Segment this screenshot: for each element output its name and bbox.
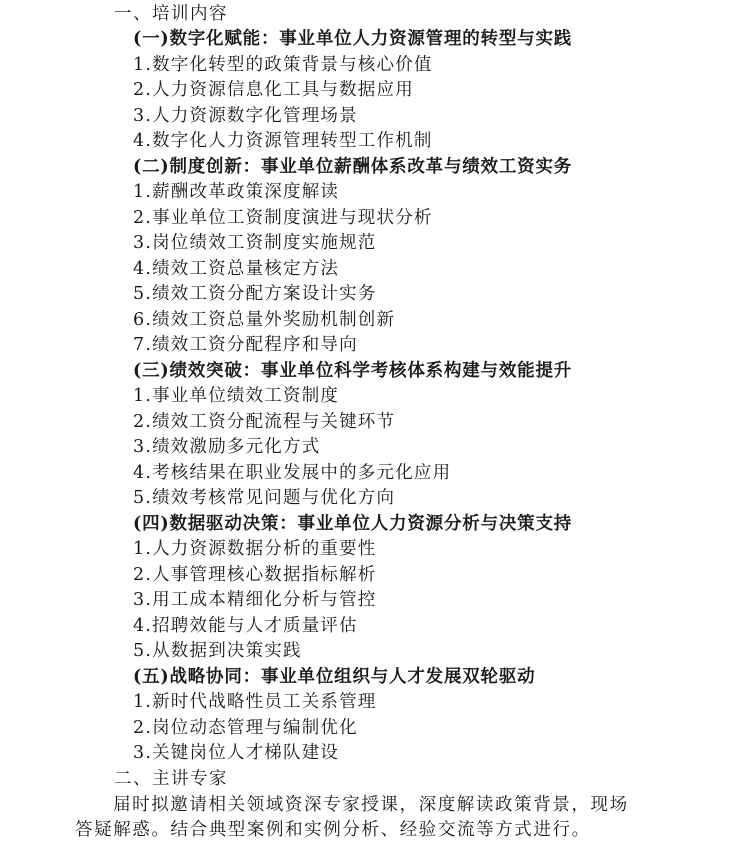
- subsection-heading-5: (五)战略协同：事业单位组织与人才发展双轮驱动: [133, 667, 536, 687]
- paragraph-line-1: 届时拟邀请相关领域资深专家授课，深度解读政策背景，现场: [113, 795, 629, 815]
- list-item: 6.绩效工资总量外奖励机制创新: [133, 310, 396, 330]
- list-item: 4.考核结果在职业发展中的多元化应用: [133, 463, 452, 483]
- list-item: 4.绩效工资总量核定方法: [133, 259, 340, 279]
- list-item: 3.用工成本精细化分析与管控: [133, 590, 377, 610]
- list-item: 3.绩效激励多元化方式: [133, 437, 321, 457]
- paragraph-line-2: 答疑解惑。结合典型案例和实例分析、经验交流等方式进行。: [75, 820, 591, 840]
- list-item: 5.绩效考核常见问题与优化方向: [133, 488, 396, 508]
- list-item: 1.事业单位绩效工资制度: [133, 386, 340, 406]
- list-item: 1.数字化转型的政策背景与核心价值: [133, 55, 433, 75]
- list-item: 5.从数据到决策实践: [133, 641, 302, 661]
- list-item: 5.绩效工资分配方案设计实务: [133, 284, 377, 304]
- list-item: 3.岗位绩效工资制度实施规范: [133, 233, 377, 253]
- subsection-heading-2: (二)制度创新：事业单位薪酬体系改革与绩效工资实务: [133, 157, 573, 177]
- subsection-heading-1: (一)数字化赋能：事业单位人力资源管理的转型与实践: [133, 29, 573, 49]
- list-item: 3.关键岗位人才梯队建设: [133, 743, 340, 763]
- list-item: 1.新时代战略性员工关系管理: [133, 692, 377, 712]
- list-item: 2.人事管理核心数据指标解析: [133, 565, 377, 585]
- list-item: 4.招聘效能与人才质量评估: [133, 616, 358, 636]
- list-item: 2.人力资源信息化工具与数据应用: [133, 80, 414, 100]
- list-item: 2.岗位动态管理与编制优化: [133, 718, 358, 738]
- list-item: 2.事业单位工资制度演进与现状分析: [133, 208, 433, 228]
- list-item: 4.数字化人力资源管理转型工作机制: [133, 131, 433, 151]
- subsection-heading-4: (四)数据驱动决策：事业单位人力资源分析与决策支持: [133, 514, 573, 534]
- list-item: 7.绩效工资分配程序和导向: [133, 335, 358, 355]
- subsection-heading-3: (三)绩效突破：事业单位科学考核体系构建与效能提升: [133, 361, 573, 381]
- section-title-training-content: 一、培训内容: [114, 4, 228, 24]
- list-item: 1.薪酬改革政策深度解读: [133, 182, 340, 202]
- list-item: 1.人力资源数据分析的重要性: [133, 539, 377, 559]
- section-title-lecturers: 二、主讲专家: [114, 769, 228, 789]
- list-item: 2.绩效工资分配流程与关键环节: [133, 412, 396, 432]
- list-item: 3.人力资源数字化管理场景: [133, 106, 358, 126]
